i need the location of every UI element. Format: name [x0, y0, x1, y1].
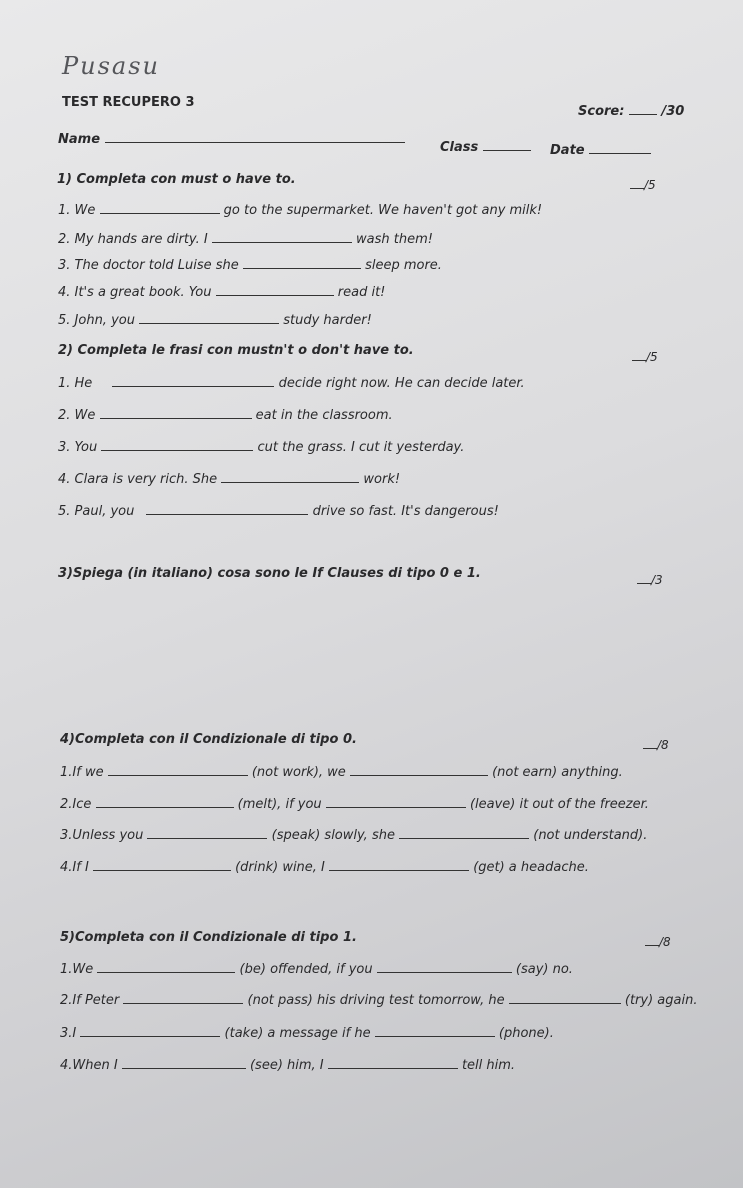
s4-item-1-part2: (not work), we — [251, 765, 346, 780]
section-3-points-total: /3 — [651, 573, 663, 587]
section-2-points — [632, 350, 658, 364]
s2-item-3-blank[interactable] — [101, 440, 253, 451]
test-title: TEST RECUPERO 3 — [62, 95, 195, 110]
s5-item-2-blank2[interactable] — [509, 993, 621, 1004]
s2-item-4-after: work! — [363, 472, 401, 487]
section-4-points-total: /8 — [657, 738, 669, 752]
s2-item-3 — [58, 440, 464, 455]
section-5-points-blank[interactable] — [645, 935, 659, 946]
s4-item-3-part3: (not understand). — [533, 828, 648, 843]
section-3-points — [637, 573, 663, 587]
s5-item-1 — [60, 962, 573, 977]
s2-item-2-blank[interactable] — [100, 408, 252, 419]
date-label: Date — [550, 143, 585, 158]
s2-item-1 — [58, 376, 525, 391]
s2-item-5 — [58, 504, 499, 519]
section-1-points — [630, 178, 656, 192]
s2-item-5-blank[interactable] — [146, 504, 308, 515]
s2-item-4-blank[interactable] — [221, 472, 359, 483]
score-blank[interactable] — [629, 104, 657, 115]
s5-item-3-blank2[interactable] — [375, 1026, 495, 1037]
s5-item-4-blank1[interactable] — [122, 1058, 246, 1069]
s2-item-1-before: 1. He — [58, 376, 93, 391]
name-label: Name — [58, 132, 101, 147]
date-blank[interactable] — [589, 143, 651, 154]
s5-item-2-part1: 2.If Peter — [60, 993, 120, 1008]
s5-item-3-blank1[interactable] — [80, 1026, 220, 1037]
class-label: Class — [440, 140, 479, 155]
s5-item-1-part1: 1.We — [60, 962, 94, 977]
s4-item-1-blank2[interactable] — [350, 765, 488, 776]
s4-item-2-part3: (leave) it out of the freezer. — [469, 797, 649, 812]
section-2-title: 2) Completa le frasi con mustn't o don't have to. — [58, 343, 414, 358]
s4-item-2-blank2[interactable] — [326, 797, 466, 808]
s1-item-1-after: go to the supermarket. We haven't got any milk! — [223, 203, 543, 218]
section-4-points-blank[interactable] — [643, 738, 657, 749]
date-field[interactable] — [550, 143, 651, 158]
score-total: /30 — [661, 104, 685, 119]
s1-item-2-after: wash them! — [356, 232, 433, 247]
s5-item-4-part3: tell him. — [461, 1058, 516, 1073]
s1-item-1 — [58, 203, 542, 218]
s1-item-1-blank[interactable] — [100, 203, 220, 214]
s2-item-5-before: 5. Paul, you — [58, 504, 135, 519]
section-1-title: 1) Completa con must o have to. — [57, 172, 296, 187]
s4-item-4-part3: (get) a headache. — [473, 860, 589, 875]
section-4-points — [643, 738, 669, 752]
s5-item-2-part3: (try) again. — [624, 993, 698, 1008]
s4-item-3-part2: (speak) slowly, she — [271, 828, 395, 843]
s1-item-4-blank[interactable] — [216, 285, 334, 296]
s5-item-3-part2: (take) a message if he — [224, 1026, 371, 1041]
s4-item-4-part1: 4.If I — [60, 860, 89, 875]
s2-item-3-before: 3. You — [58, 440, 98, 455]
s5-item-3-part3: (phone). — [498, 1026, 554, 1041]
s4-item-2 — [60, 797, 649, 812]
s1-item-2-blank[interactable] — [212, 232, 352, 243]
s1-item-4 — [58, 285, 385, 300]
s4-item-3-blank1[interactable] — [147, 828, 267, 839]
section-1-points-total: /5 — [644, 178, 656, 192]
s5-item-4-part1: 4.When I — [60, 1058, 118, 1073]
s1-item-1-before: 1. We — [58, 203, 96, 218]
section-4-title: 4)Completa con il Condizionale di tipo 0. — [60, 732, 357, 747]
s2-item-2-after: eat in the classroom. — [255, 408, 393, 423]
s2-item-5-after: drive so fast. It's dangerous! — [312, 504, 499, 519]
section-1-points-blank[interactable] — [630, 178, 644, 189]
s4-item-2-part1: 2.Ice — [60, 797, 92, 812]
s4-item-3-blank2[interactable] — [399, 828, 529, 839]
s5-item-2-part2: (not pass) his driving test tomorrow, he — [247, 993, 505, 1008]
s5-item-1-blank1[interactable] — [97, 962, 235, 973]
s1-item-2 — [58, 232, 433, 247]
s4-item-4-part2: (drink) wine, I — [235, 860, 325, 875]
s4-item-1-part3: (not earn) anything. — [492, 765, 623, 780]
s4-item-3-part1: 3.Unless you — [60, 828, 144, 843]
s1-item-2-before: 2. My hands are dirty. I — [58, 232, 208, 247]
s5-item-1-part2: (be) offended, if you — [239, 962, 373, 977]
s4-item-4-blank1[interactable] — [93, 860, 231, 871]
s1-item-5-before: 5. John, you — [58, 313, 135, 328]
s2-item-4-before: 4. Clara is very rich. She — [58, 472, 218, 487]
s4-item-4 — [60, 860, 589, 875]
class-blank[interactable] — [483, 140, 531, 151]
name-field[interactable] — [58, 132, 405, 147]
s1-item-5-after: study harder! — [283, 313, 372, 328]
section-2-points-blank[interactable] — [632, 350, 646, 361]
s4-item-1-blank1[interactable] — [108, 765, 248, 776]
section-2-points-total: /5 — [646, 350, 658, 364]
class-field[interactable] — [440, 140, 531, 155]
handwritten-student-name: Pusasu — [62, 52, 161, 80]
s2-item-3-after: cut the grass. I cut it yesterday. — [257, 440, 465, 455]
s1-item-3 — [58, 258, 442, 273]
s1-item-4-after: read it! — [337, 285, 386, 300]
s1-item-5-blank[interactable] — [139, 313, 279, 324]
s4-item-4-blank2[interactable] — [329, 860, 469, 871]
s5-item-2-blank1[interactable] — [123, 993, 243, 1004]
s1-item-5 — [58, 313, 372, 328]
s2-item-2 — [58, 408, 393, 423]
s2-item-1-blank[interactable] — [112, 376, 274, 387]
s1-item-3-before: 3. The doctor told Luise she — [58, 258, 239, 273]
score-label: Score: — [578, 104, 625, 119]
section-3-answer-area[interactable] — [58, 592, 658, 702]
s2-item-4 — [58, 472, 400, 487]
s4-item-1 — [60, 765, 623, 780]
s5-item-4 — [60, 1058, 515, 1073]
section-5-points-total: /8 — [659, 935, 671, 949]
s1-item-3-after: sleep more. — [365, 258, 442, 273]
section-3-title: 3)Spiega (in italiano) cosa sono le If Clauses di tipo 0 e 1. — [58, 566, 481, 581]
s5-item-2 — [60, 993, 697, 1008]
section-3-points-blank[interactable] — [637, 573, 651, 584]
name-blank[interactable] — [105, 132, 405, 143]
s1-item-3-blank[interactable] — [243, 258, 361, 269]
s4-item-2-part2: (melt), if you — [237, 797, 322, 812]
section-5-points — [645, 935, 671, 949]
s5-item-3 — [60, 1026, 554, 1041]
s4-item-2-blank1[interactable] — [96, 797, 234, 808]
s4-item-1-part1: 1.If we — [60, 765, 104, 780]
s1-item-4-before: 4. It's a great book. You — [58, 285, 212, 300]
s5-item-3-part1: 3.I — [60, 1026, 77, 1041]
s5-item-4-blank2[interactable] — [328, 1058, 458, 1069]
section-5-title: 5)Completa con il Condizionale di tipo 1. — [60, 930, 357, 945]
s2-item-1-after: decide right now. He can decide later. — [278, 376, 525, 391]
score-field[interactable] — [578, 104, 684, 119]
s5-item-4-part2: (see) him, I — [249, 1058, 324, 1073]
s4-item-3 — [60, 828, 647, 843]
s2-item-2-before: 2. We — [58, 408, 96, 423]
s5-item-1-part3: (say) no. — [515, 962, 573, 977]
s5-item-1-blank2[interactable] — [377, 962, 512, 973]
